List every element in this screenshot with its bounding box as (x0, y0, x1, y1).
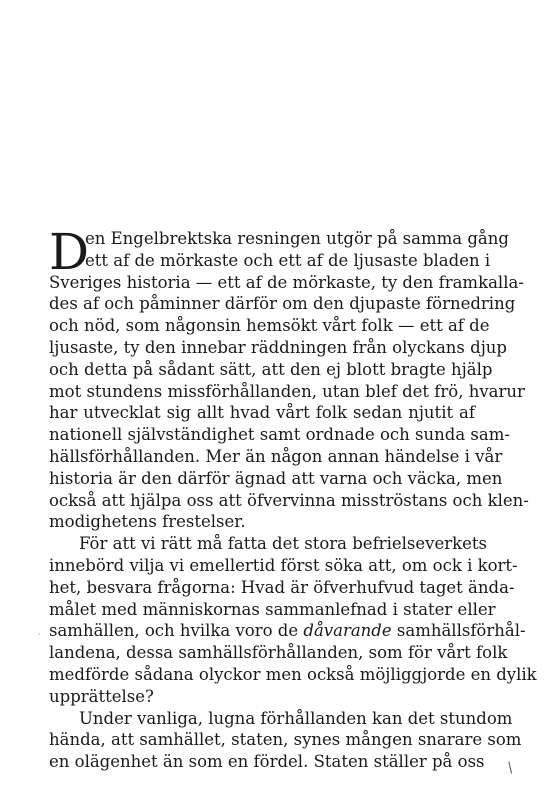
text-line: ett af de mörkaste och ett af de ljusaste bladen i (85, 250, 491, 270)
text-line: hända, att samhället, staten, synes mången snarare som (49, 730, 522, 750)
drop-cap: D (49, 223, 90, 281)
margin-mark: / (504, 759, 517, 777)
text-line: Sveriges historia — ett af de mörkaste, ty den framkalla- (49, 272, 524, 292)
text-line: en olägenhet än som en fördel. Staten ställer på oss (49, 752, 485, 772)
margin-dot: · (38, 630, 41, 639)
text-line: en Engelbrektska resningen utgör på samma gång (85, 229, 509, 248)
text-line: het, besvara frågorna: Hvad är öfverhufvud taget ända- (49, 577, 515, 597)
text-line: och nöd, som någonsin hemsökt vårt folk — ett af de (49, 316, 490, 336)
text-line: medförde sådana olyckor men också möjliggjorde en dylik (49, 664, 537, 684)
text-line: historia är den därför ägnad att varna och väcka, men (49, 468, 503, 488)
text-line: mot stundens missförhållanden, utan blef det frö, hvarur (49, 381, 525, 401)
text-line: nationell självständighet samt ordnade och sunda sam- (49, 425, 510, 445)
text-line-with-italic (49, 620, 526, 642)
text-line: Under vanliga, lugna förhållanden kan det stundom (79, 708, 513, 728)
text-line: landena, dessa samhällsförhållanden, som för vårt folk (49, 643, 508, 663)
text-line: målet med människornas sammanlefnad i stater eller (49, 599, 496, 619)
text-line: och detta på sådant sätt, att den ej blott bragte hjälp (49, 359, 493, 379)
text-line: hällsförhållanden. Mer än någon annan händelse i vår (49, 446, 503, 466)
text-line: modighetens frestelser. (49, 512, 246, 532)
text-line: också att hjälpa oss att öfvervinna misströstans och klen- (49, 490, 529, 510)
text-segment: samhällen, och hvilka voro de (49, 621, 299, 641)
text-line: des af och påminner därför om den djupaste förnedring (49, 294, 516, 314)
italic-word: dåvarande (303, 621, 392, 641)
text-line: För att vi rätt må fatta det stora befrielseverkets (79, 534, 487, 554)
text-line: innebörd vilja vi emellertid först söka att, om ock i kort- (49, 555, 518, 575)
text-line: ljusaste, ty den innebar räddningen från olyckans djup (49, 337, 507, 357)
text-line: har utvecklat sig allt hvad vårt folk sedan njutit af (49, 403, 475, 423)
text-segment: samhällsförhål- (396, 621, 526, 641)
text-line: upprättelse? (49, 686, 154, 706)
body-text (49, 223, 537, 773)
